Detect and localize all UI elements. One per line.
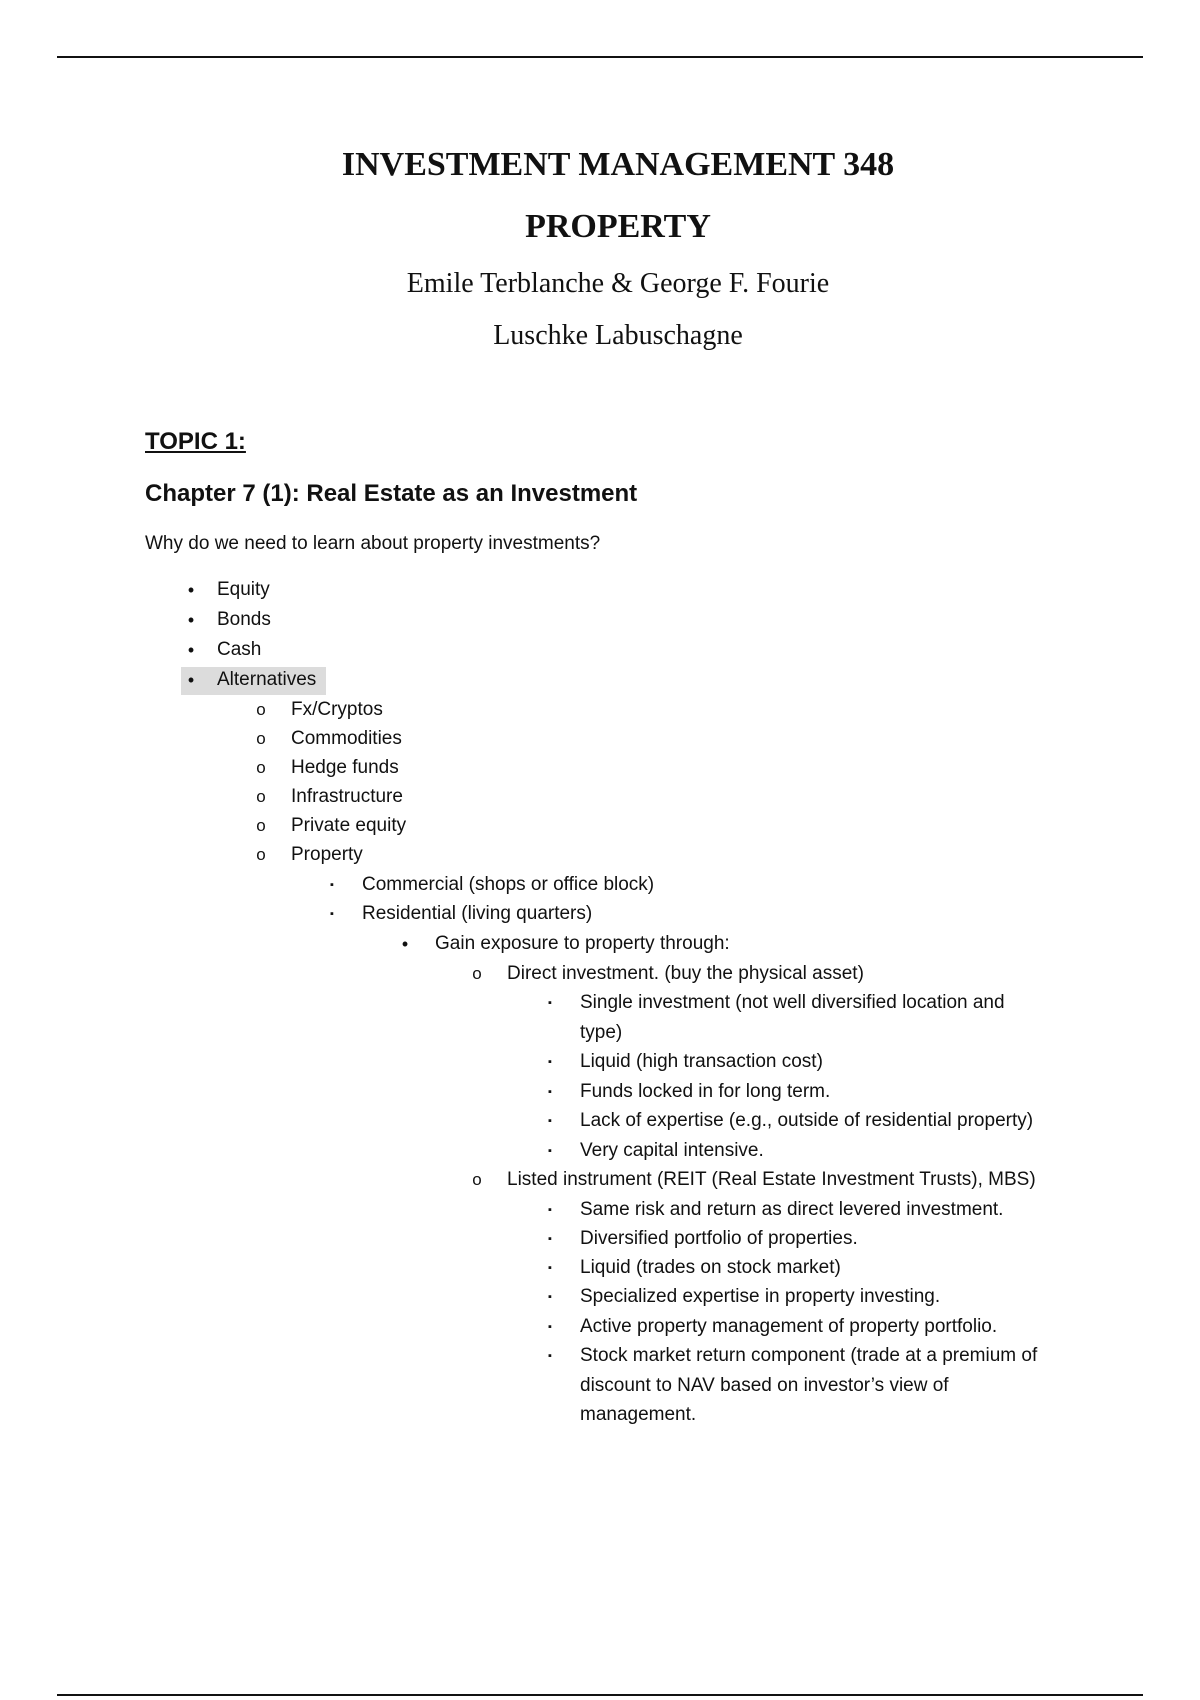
document-title: INVESTMENT MANAGEMENT 348	[341, 146, 895, 183]
author-2: Luschke Labuschagne	[493, 320, 743, 351]
bullet-square-icon: ▪	[548, 1291, 552, 1303]
bullet-square-icon: ▪	[548, 1321, 552, 1333]
bullet-circle-icon: o	[256, 729, 266, 748]
bullet-disc-icon: •	[187, 580, 195, 600]
bullet-square-icon: ▪	[548, 1056, 552, 1068]
topic-heading: TOPIC 1:	[145, 428, 246, 455]
top-rule	[57, 56, 1143, 58]
bullet-disc-icon: •	[187, 610, 195, 630]
bullet-square-icon: ▪	[330, 879, 334, 891]
authors: Emile Terblanche & George F. Fourie	[406, 268, 830, 299]
bullet-square-icon: ▪	[548, 1086, 552, 1098]
list-item-continuation: type)	[580, 1022, 623, 1043]
bullet-disc-icon: •	[187, 640, 195, 660]
list-item-continuation: management.	[580, 1404, 697, 1425]
bullet-circle-icon: o	[256, 845, 266, 864]
bullet-disc-icon: •	[401, 934, 409, 954]
bullet-disc-icon: •	[187, 670, 195, 690]
bullet-circle-icon: o	[256, 700, 266, 719]
bullet-square-icon: ▪	[548, 1145, 552, 1157]
bullet-circle-icon: o	[472, 964, 482, 983]
bullet-square-icon: ▪	[548, 1204, 552, 1216]
bullet-circle-icon: o	[472, 1170, 482, 1189]
bullet-circle-icon: o	[256, 758, 266, 777]
list-item-continuation: discount to NAV based on investor’s view of	[580, 1375, 949, 1396]
bullet-square-icon: ▪	[548, 1115, 552, 1127]
document-subtitle: PROPERTY	[525, 208, 711, 245]
bullet-square-icon: ▪	[548, 1350, 552, 1362]
bullet-square-icon: ▪	[548, 1233, 552, 1245]
bullet-square-icon: ▪	[548, 997, 552, 1009]
bullet-circle-icon: o	[256, 816, 266, 835]
bullet-circle-icon: o	[256, 787, 266, 806]
bullet-square-icon: ▪	[548, 1262, 552, 1274]
chapter-heading: Chapter 7 (1): Real Estate as an Investment	[145, 480, 638, 507]
bullet-square-icon: ▪	[330, 908, 334, 920]
intro-question: Why do we need to learn about property investments?	[145, 533, 601, 554]
bottom-rule	[57, 1694, 1143, 1696]
